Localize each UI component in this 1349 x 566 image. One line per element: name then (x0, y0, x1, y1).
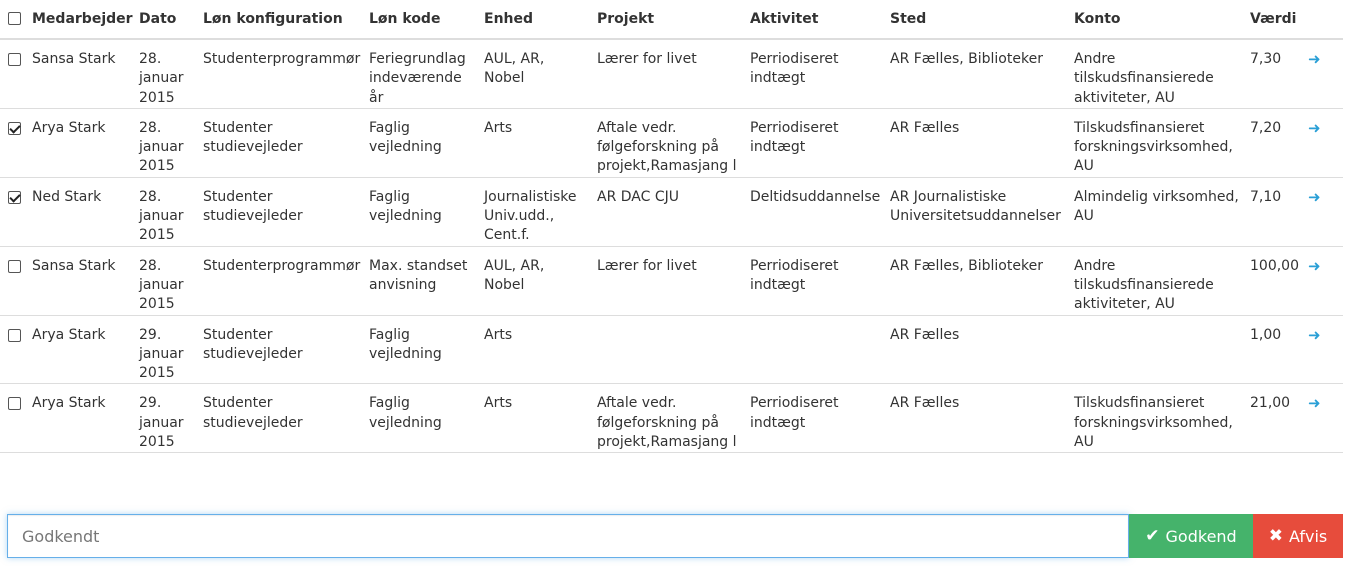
cell-projekt: Aftale vedr. følgeforskning på projekt,Ramasjang l (597, 108, 750, 177)
column-header-lon-kode[interactable]: Løn kode (369, 0, 484, 39)
column-header-sted[interactable]: Sted (890, 0, 1074, 39)
cell-sted: AR Fælles, Biblioteker (890, 246, 1074, 315)
cell-konto (1074, 315, 1250, 384)
column-header-action (1308, 0, 1343, 39)
column-header-enhed[interactable]: Enhed (484, 0, 597, 39)
table-row (0, 384, 1343, 453)
cell-dato: 29. januar 2015 (139, 315, 203, 384)
cell-enhed: Arts (484, 315, 597, 384)
cell-lon-konfiguration: Studenter studievejleder (203, 315, 369, 384)
row-checkbox[interactable] (8, 122, 21, 135)
column-header-dato[interactable]: Dato (139, 0, 203, 39)
arrow-right-icon[interactable]: ➜ (1308, 50, 1321, 68)
cell-dato: 28. januar 2015 (139, 39, 203, 108)
cell-vaerdi: 7,10 (1250, 177, 1308, 246)
cell-lon-kode: Max. standset anvisning (369, 246, 484, 315)
cell-medarbejder: Arya Stark (32, 315, 139, 384)
reject-button[interactable] (1253, 514, 1343, 558)
cell-aktivitet: Perriodiseret indtægt (750, 384, 890, 453)
cell-konto: Andre tilskudsfinansierede aktiviteter, AU (1074, 39, 1250, 108)
approve-button[interactable] (1129, 514, 1253, 558)
cell-enhed: Arts (484, 384, 597, 453)
times-icon: ✖ (1268, 526, 1283, 546)
cell-enhed: Journalistiske Univ.udd., Cent.f. (484, 177, 597, 246)
row-checkbox[interactable] (8, 260, 21, 273)
cell-lon-konfiguration: Studenter studievejleder (203, 177, 369, 246)
table-row (0, 108, 1343, 177)
check-icon: ✔ (1145, 526, 1160, 546)
cell-lon-konfiguration: Studenter studievejleder (203, 384, 369, 453)
cell-dato: 28. januar 2015 (139, 108, 203, 177)
cell-enhed: Arts (484, 108, 597, 177)
cell-lon-konfiguration: Studenterprogrammør (203, 39, 369, 108)
cell-aktivitet: Perriodiseret indtægt (750, 246, 890, 315)
table-row (0, 177, 1343, 246)
approval-action-bar (7, 514, 1343, 558)
cell-vaerdi: 100,00 (1250, 246, 1308, 315)
cell-lon-kode: Feriegrundlag indeværende år (369, 39, 484, 108)
arrow-right-icon[interactable]: ➜ (1308, 394, 1321, 413)
column-header-vaerdi[interactable]: Værdi (1250, 0, 1308, 39)
cell-aktivitet: Perriodiseret indtægt (750, 39, 890, 108)
cell-lon-konfiguration: Studenterprogrammør (203, 246, 369, 315)
cell-dato: 29. januar 2015 (139, 384, 203, 453)
arrow-right-icon[interactable]: ➜ (1308, 187, 1321, 206)
cell-medarbejder: Sansa Stark (32, 246, 139, 315)
cell-projekt (597, 315, 750, 384)
reject-button-label: Afvis (1288, 526, 1328, 546)
column-header-medarbejder[interactable]: Medarbejder (32, 0, 139, 39)
cell-sted: AR Fælles, Biblioteker (890, 39, 1074, 108)
cell-aktivitet: Deltidsuddannelse (750, 177, 890, 246)
cell-vaerdi: 7,20 (1250, 108, 1308, 177)
row-checkbox[interactable] (8, 329, 21, 342)
cell-lon-kode: Faglig vejledning (369, 177, 484, 246)
table-row (0, 39, 1343, 108)
cell-konto: Tilskudsfinansieret forskningsvirksomhed, AU (1074, 384, 1250, 453)
comment-input[interactable] (7, 514, 1129, 558)
cell-lon-kode: Faglig vejledning (369, 315, 484, 384)
cell-projekt: AR DAC CJU (597, 177, 750, 246)
cell-lon-kode: Faglig vejledning (369, 108, 484, 177)
cell-sted: AR Fælles (890, 315, 1074, 384)
cell-enhed: AUL, AR, Nobel (484, 39, 597, 108)
cell-projekt: Aftale vedr. følgeforskning på projekt,Ramasjang l (597, 384, 750, 453)
cell-dato: 28. januar 2015 (139, 177, 203, 246)
select-all-cell (0, 0, 32, 39)
cell-lon-kode: Faglig vejledning (369, 384, 484, 453)
table-row (0, 246, 1343, 315)
cell-projekt: Lærer for livet (597, 246, 750, 315)
cell-projekt: Lærer for livet (597, 39, 750, 108)
cell-konto: Almindelig virksomhed, AU (1074, 177, 1250, 246)
approve-button-label: Godkend (1165, 526, 1237, 546)
cell-vaerdi: 7,30 (1250, 39, 1308, 108)
cell-medarbejder: Ned Stark (32, 177, 139, 246)
row-checkbox[interactable] (8, 53, 21, 66)
cell-aktivitet: Perriodiseret indtægt (750, 108, 890, 177)
cell-vaerdi: 1,00 (1250, 315, 1308, 384)
select-all-checkbox[interactable] (8, 12, 21, 25)
row-checkbox[interactable] (8, 191, 21, 204)
arrow-right-icon[interactable]: ➜ (1308, 256, 1321, 275)
cell-lon-konfiguration: Studenter studievejleder (203, 108, 369, 177)
table-header-row (0, 0, 1343, 39)
cell-konto: Tilskudsfinansieret forskningsvirksomhed, AU (1074, 108, 1250, 177)
cell-medarbejder: Arya Stark (32, 384, 139, 453)
row-checkbox[interactable] (8, 397, 21, 410)
column-header-aktivitet[interactable]: Aktivitet (750, 0, 890, 39)
cell-aktivitet (750, 315, 890, 384)
cell-sted: AR Fælles (890, 384, 1074, 453)
column-header-lon-konfiguration[interactable]: Løn konfiguration (203, 0, 369, 39)
cell-sted: AR Journalistiske Universitetsuddannelser (890, 177, 1074, 246)
cell-konto: Andre tilskudsfinansierede aktiviteter, AU (1074, 246, 1250, 315)
column-header-konto[interactable]: Konto (1074, 0, 1250, 39)
cell-vaerdi: 21,00 (1250, 384, 1308, 453)
arrow-right-icon[interactable]: ➜ (1308, 118, 1321, 137)
cell-dato: 28. januar 2015 (139, 246, 203, 315)
cell-sted: AR Fælles (890, 108, 1074, 177)
table-row (0, 315, 1343, 384)
cell-enhed: AUL, AR, Nobel (484, 246, 597, 315)
cell-medarbejder: Sansa Stark (32, 39, 139, 108)
cell-medarbejder: Arya Stark (32, 108, 139, 177)
column-header-projekt[interactable]: Projekt (597, 0, 750, 39)
arrow-right-icon[interactable]: ➜ (1308, 325, 1321, 344)
